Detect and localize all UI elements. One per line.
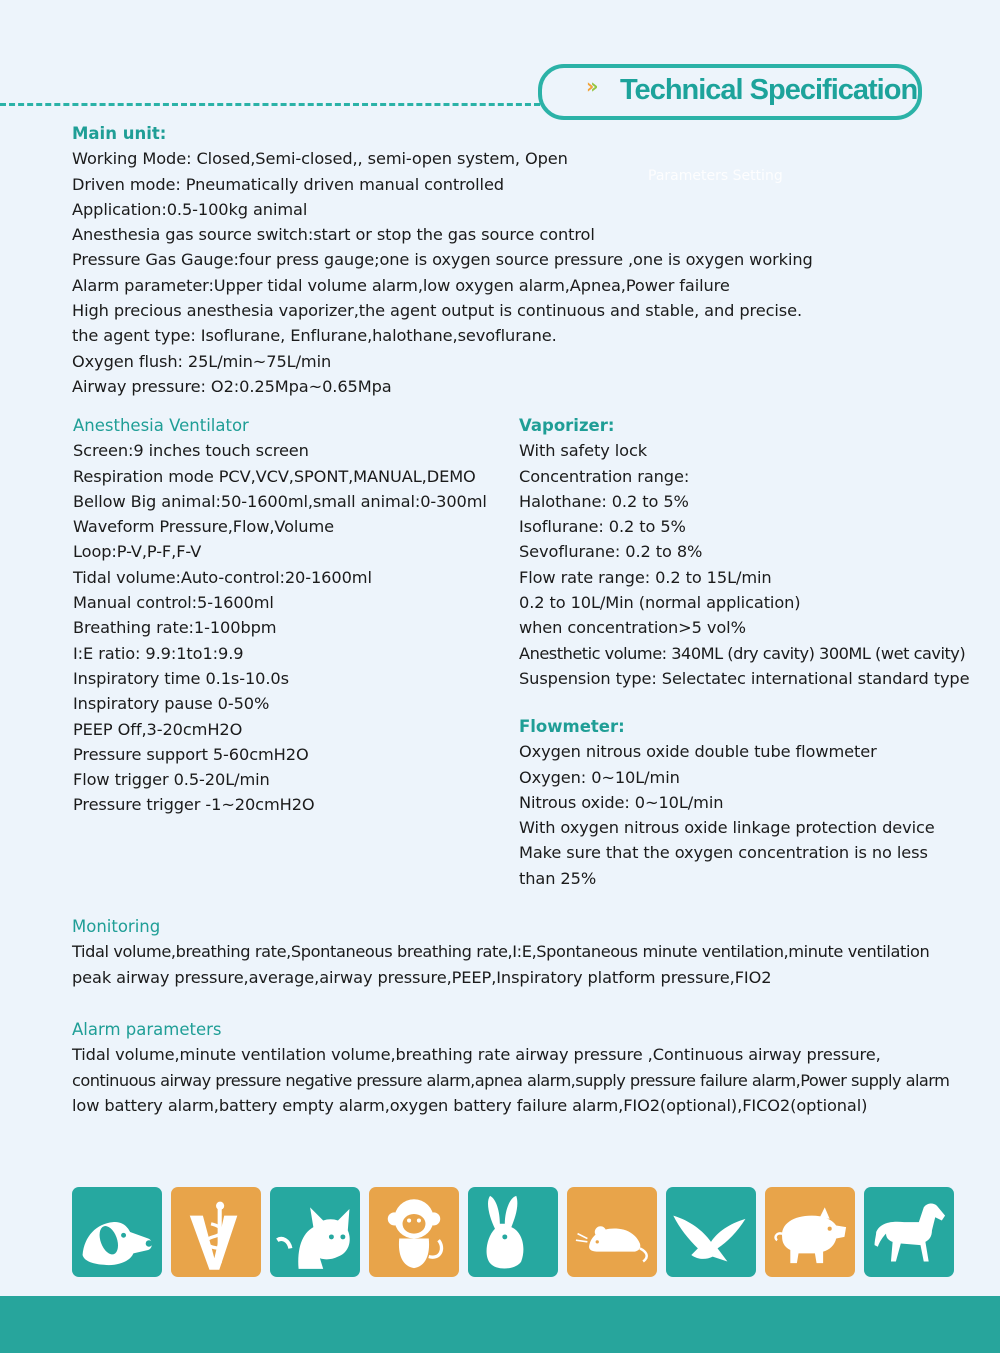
alarm-line: low battery alarm,battery empty alarm,oxygen battery failure alarm,FIO2(optional),FICO2(optional) [72, 1095, 868, 1115]
main-unit-line: Anesthesia gas source switch:start or stop the gas source control [72, 225, 595, 245]
vaporizer-line: Concentration range: [519, 466, 690, 486]
main-unit-line: Pressure Gas Gauge:four press gauge;one is oxygen source pressure ,one is oxygen working [72, 250, 813, 270]
monkey-icon [369, 1187, 459, 1277]
ventilator-line: Flow trigger 0.5-20L/min [73, 770, 270, 790]
main-unit-line: Airway pressure: O2:0.25Mpa~0.65Mpa [72, 376, 392, 396]
vaporizer-line: Isoflurane: 0.2 to 5% [519, 517, 686, 537]
ventilator-line: Manual control:5-1600ml [73, 593, 274, 613]
ventilator-line: Loop:P-V,P-F,F-V [73, 542, 202, 562]
alarm-heading: Alarm parameters [72, 1020, 222, 1039]
vaporizer-line: Anesthetic volume: 340ML (dry cavity) 300ML (wet cavity) [519, 643, 966, 663]
vaporizer-line: Flow rate range: 0.2 to 15L/min [519, 567, 772, 587]
ventilator-line: Pressure support 5-60cmH2O [73, 744, 309, 764]
cat-icon [270, 1187, 360, 1277]
bird-icon [666, 1187, 756, 1277]
ventilator-line: PEEP Off,3-20cmH2O [73, 719, 243, 739]
main-unit-line: Driven mode: Pneumatically driven manual controlled [72, 174, 504, 194]
pig-icon [765, 1187, 855, 1277]
footer-bar [0, 1296, 1000, 1353]
ventilator-line: Inspiratory pause 0-50% [73, 694, 270, 714]
vaporizer-heading: Vaporizer: [519, 416, 615, 435]
flowmeter-line: With oxygen nitrous oxide linkage protection device [519, 818, 935, 838]
vaporizer-section [519, 413, 969, 691]
flowmeter-line: Oxygen: 0~10L/min [519, 767, 680, 787]
main-unit-line: Application:0.5-100kg animal [72, 199, 308, 219]
flowmeter-section [519, 714, 935, 891]
ventilator-line: Waveform Pressure,Flow,Volume [73, 517, 334, 537]
alarm-line: Tidal volume,minute ventilation volume,breathing rate airway pressure ,Continuous airway pressure, [72, 1045, 881, 1065]
title-arrows-icon: ›› [586, 74, 595, 98]
alarm-line: continuous airway pressure negative pressure alarm,apnea alarm,supply pressure failure alarm,Power supply alarm [72, 1070, 950, 1090]
ventilator-line: Pressure trigger -1~20cmH2O [73, 795, 315, 815]
mouse-icon [567, 1187, 657, 1277]
main-unit-section [72, 121, 813, 399]
monitoring-heading: Monitoring [72, 917, 161, 936]
ventilator-line: Breathing rate:1-100bpm [73, 618, 277, 638]
vaporizer-line: Suspension type: Selectatec international standard type [519, 668, 970, 688]
main-unit-line: the agent type: Isoflurane, Enflurane,halothane,sevoflurane. [72, 326, 557, 346]
alarm-section [72, 1017, 949, 1118]
vaporizer-line: when concentration>5 vol% [519, 618, 746, 638]
main-unit-line: Oxygen flush: 25L/min~75L/min [72, 351, 332, 371]
veterinary-caduceus-icon [171, 1187, 261, 1277]
horse-icon [864, 1187, 954, 1277]
monitoring-line: peak airway pressure,average,airway pressure,PEEP,Inspiratory platform pressure,FIO2 [72, 967, 772, 987]
ventilator-line: Tidal volume:Auto-control:20-1600ml [73, 567, 372, 587]
flowmeter-line: than 25% [519, 868, 597, 888]
page-title: Technical Specification [620, 74, 918, 106]
vaporizer-line: 0.2 to 10L/Min (normal application) [519, 593, 801, 613]
vaporizer-line: With safety lock [519, 441, 648, 461]
header-dashed-line [0, 103, 540, 106]
flowmeter-line: Make sure that the oxygen concentration is no less [519, 843, 928, 863]
vaporizer-line: Halothane: 0.2 to 5% [519, 491, 689, 511]
main-unit-line: Alarm parameter:Upper tidal volume alarm,low oxygen alarm,Apnea,Power failure [72, 275, 730, 295]
ghost-watermark-text: Parameters Setting [648, 168, 783, 184]
ventilator-section [73, 413, 487, 818]
main-unit-line: Working Mode: Closed,Semi-closed,, semi-open system, Open [72, 149, 568, 169]
dog-icon [72, 1187, 162, 1277]
ventilator-line: Respiration mode PCV,VCV,SPONT,MANUAL,DEMO [73, 466, 476, 486]
ventilator-line: Screen:9 inches touch screen [73, 441, 309, 461]
vaporizer-line: Sevoflurane: 0.2 to 8% [519, 542, 703, 562]
ventilator-heading: Anesthesia Ventilator [73, 416, 249, 435]
main-unit-line: High precious anesthesia vaporizer,the agent output is continuous and stable, and precise. [72, 301, 803, 321]
flowmeter-line: Oxygen nitrous oxide double tube flowmeter [519, 742, 877, 762]
monitoring-section [72, 914, 929, 990]
ventilator-line: Inspiratory time 0.1s-10.0s [73, 668, 289, 688]
flowmeter-line: Nitrous oxide: 0~10L/min [519, 792, 724, 812]
ventilator-line: Bellow Big animal:50-1600ml,small animal:0-300ml [73, 491, 487, 511]
ventilator-line: I:E ratio: 9.9:1to1:9.9 [73, 643, 244, 663]
animal-icon-strip [72, 1187, 958, 1277]
rabbit-icon [468, 1187, 558, 1277]
monitoring-line: Tidal volume,breathing rate,Spontaneous breathing rate,I:E,Spontaneous minute ventilation,minute ventilation [72, 942, 930, 962]
flowmeter-heading: Flowmeter: [519, 717, 625, 736]
main-unit-heading: Main unit: [72, 124, 167, 143]
